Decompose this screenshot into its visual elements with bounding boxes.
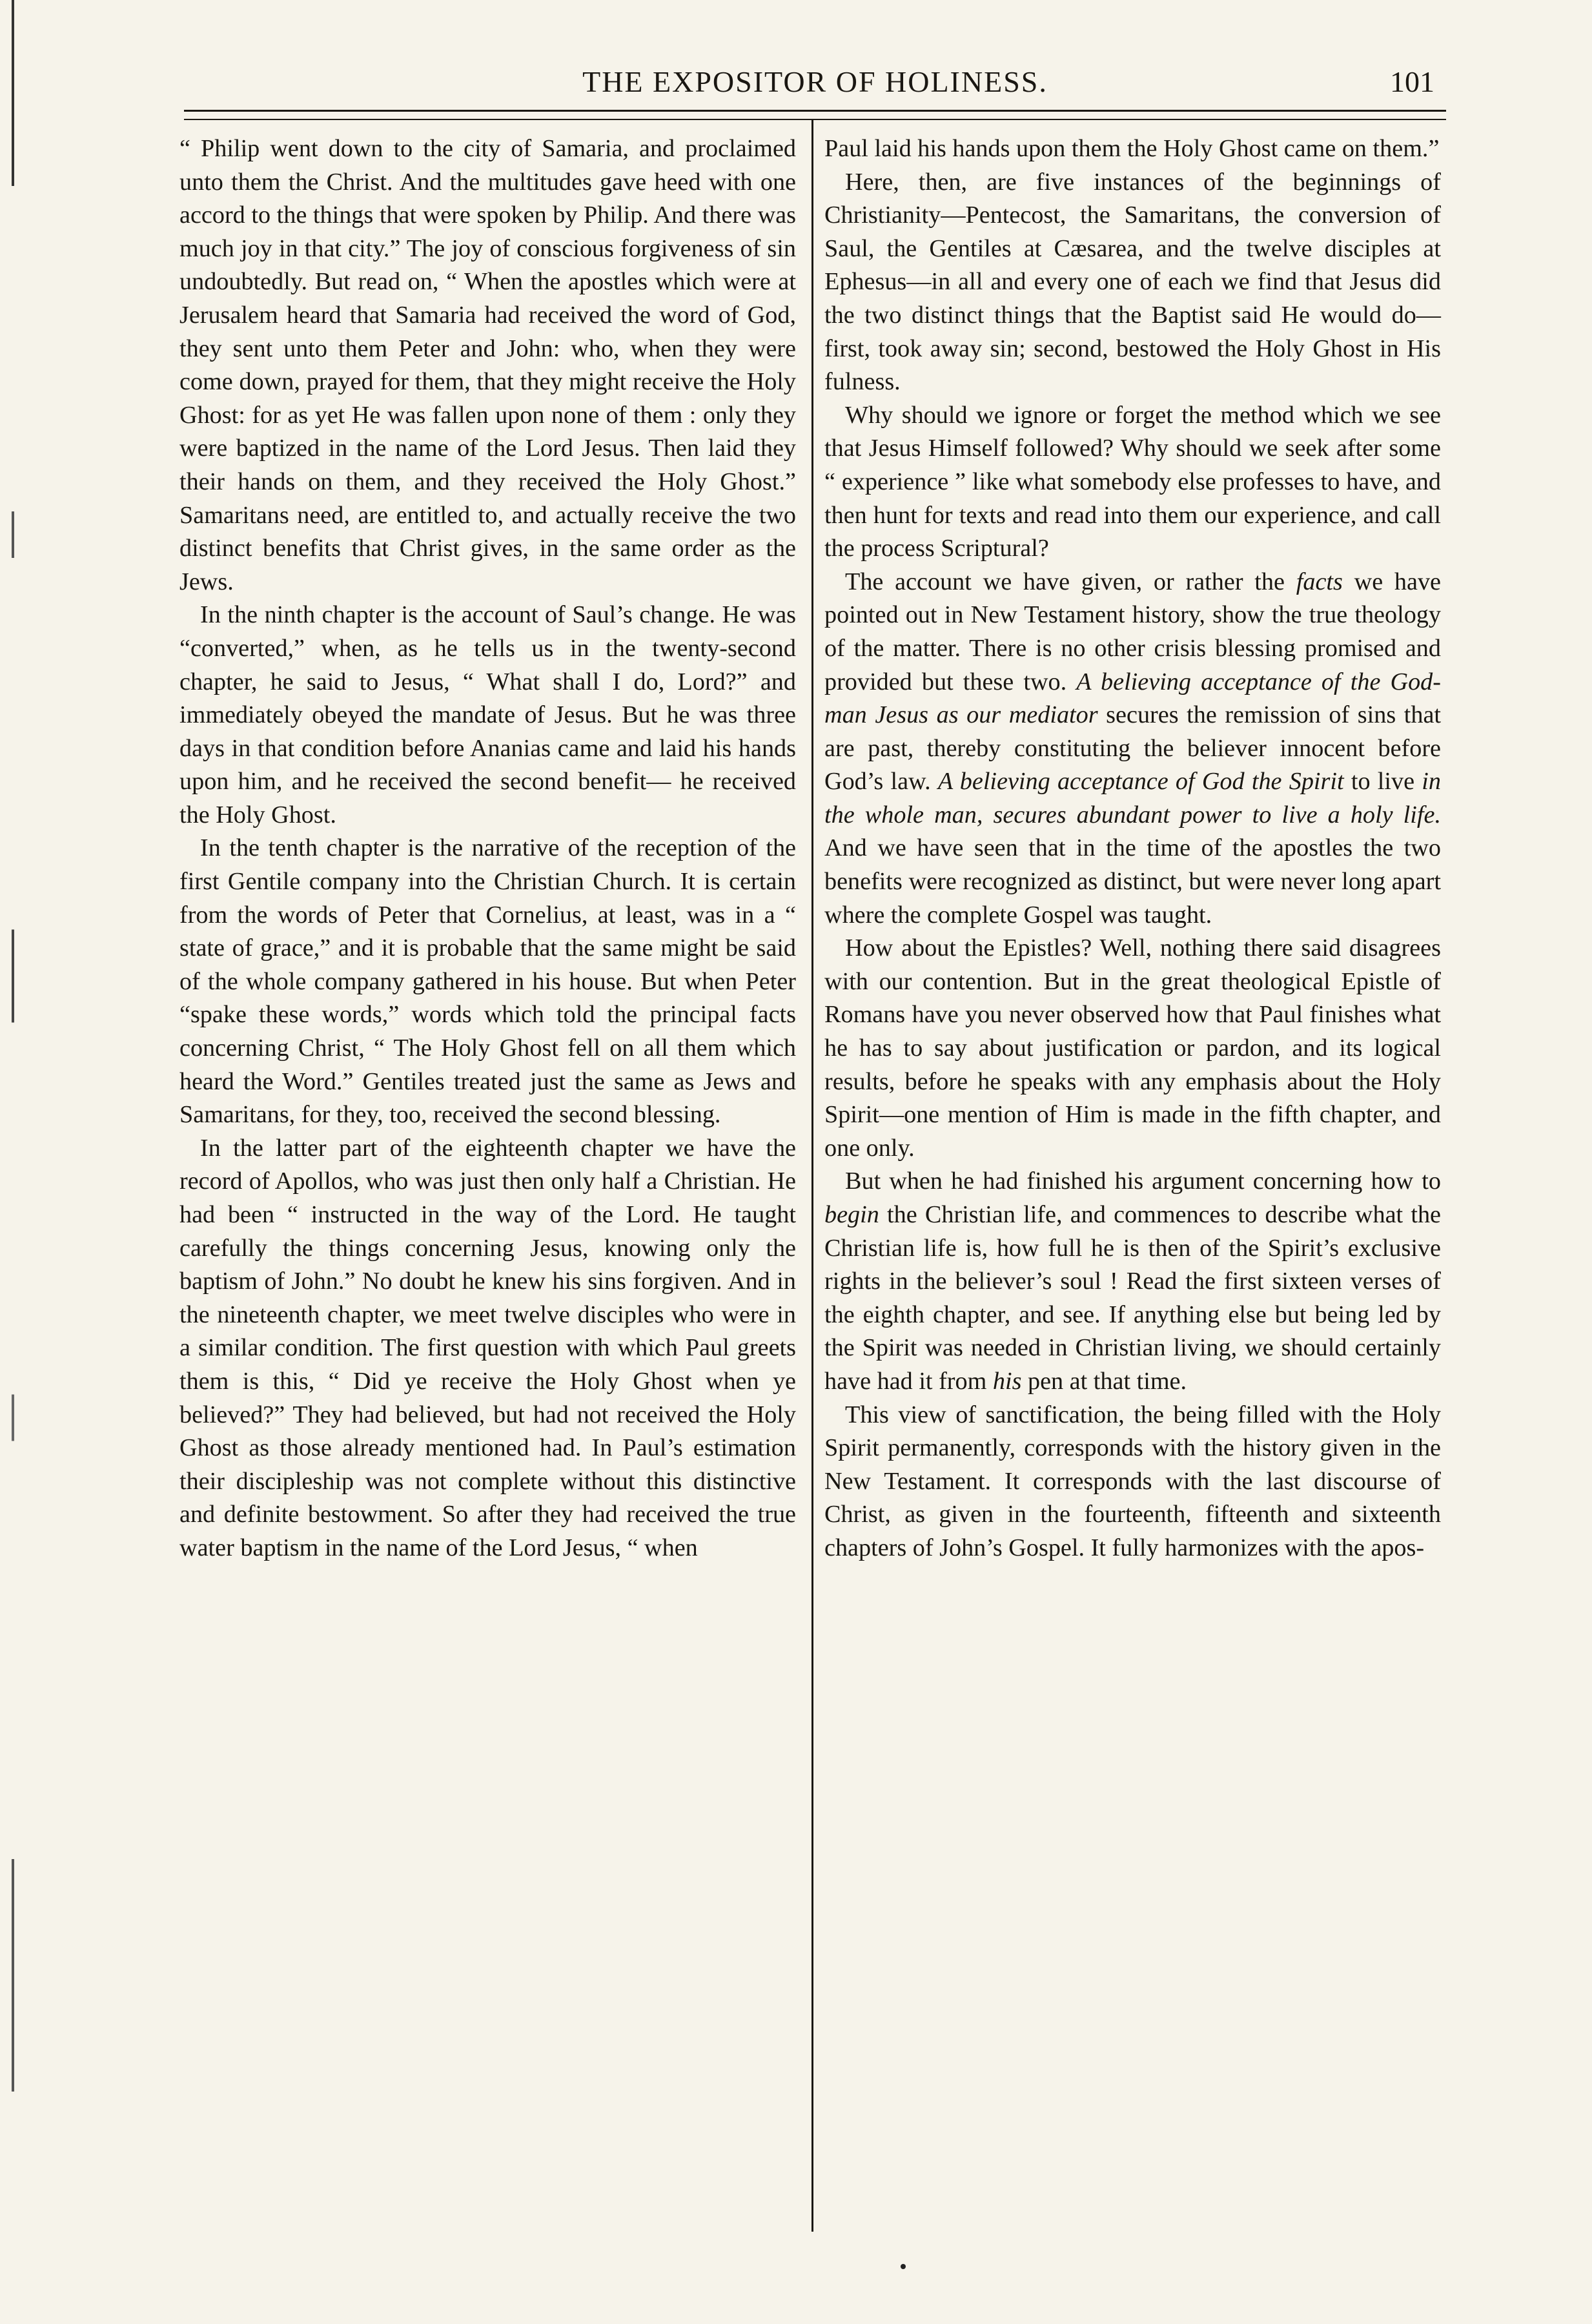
paragraph: Paul laid his hands upon them the Holy Ghost came on them.”: [824, 135, 1440, 162]
right-column: [824, 132, 1441, 1565]
paragraph: Here, then, are five instances of the beginnings of Christianity—Pentecost, the Samaritans, the conversion of Saul, the Gentiles at Cæsarea, and the twelve disciples at Ephesus—in all and every one of each we find that Jesus did the two distinct things that the Baptist said He would do—first, took away sin; second, bestowed the Holy Ghost in His fulness.: [824, 168, 1441, 396]
paragraph: In the tenth chapter is the narrative of the reception of the first Gentile company into the Christian Church. It is certain from the words of Peter that Cornelius, at least, was in a “ state of grace,” and it is probable that the same might be said of the whole company gathered in his house. But when Peter “spake these words,” words which told the principal facts concerning Christ, “ The Holy Ghost fell on all them which heard the Word.” Gentiles treated just the same as Jews and Samaritans, for they, too, received the second blessing.: [179, 834, 796, 1129]
italic-text: his: [992, 1367, 1022, 1395]
text-run: to live: [1343, 768, 1422, 796]
italic-text: in the whole man, secures abundant power to live a holy life.: [824, 768, 1442, 828]
paragraph: [824, 1165, 1441, 1398]
running-header: [184, 65, 1446, 110]
italic-text: A believing acceptance of God the Spirit: [937, 768, 1344, 796]
page-number: 101: [1390, 65, 1434, 98]
page-binding-edge: [12, 0, 14, 2324]
left-column: [179, 132, 796, 1565]
text-run: the Christian life, and commences to describe what the Christian life is, how full he is then of the Spirit’s exclusive rights in the believer’s soul ! Read the first sixteen verses of the eighth chapter, and see. If anything else but being led by the Spirit was needed in Christian living, we should certainly have had it from: [824, 1201, 1441, 1395]
print-speck: [901, 2264, 906, 2269]
paragraph: How about the Epistles? Well, nothing there said disagrees with our contention. But in the great theological Epistle of Romans have you never observed how that Paul finishes what he has to say about justification or pardon, and its logical results, before he speaks with any emphasis about the Holy Spirit—one mention of Him is made in the fifth chapter, and one only.: [824, 934, 1441, 1162]
text-run: But when he had finished his argument concerning how to: [845, 1167, 1441, 1195]
italic-text: begin: [824, 1201, 879, 1228]
paragraph: “ Philip went down to the city of Samaria, and proclaimed unto them the Christ. And the multitudes gave heed with one accord to the things that were spoken by Philip. And there was much joy in that city.” The joy of conscious forgiveness of sin undoubtedly. But read on, “ When the apostles which were at Jerusalem heard that Samaria had received the word of God, they sent unto them Peter and John: who, when they were come down, prayed for them, that they might receive the Holy Ghost: for as yet He was fallen upon none of them : only they were baptized in the name of the Lord Jesus. Then laid they their hands on them, and they received the Holy Ghost.” Samaritans need, are entitled to, and actually receive the two distinct benefits that Christ gives, in the same order as the Jews.: [179, 135, 796, 595]
paragraph: This view of sanctification, the being filled with the Holy Spirit permanently, corresponds with the history given in the New Testament. It corresponds with the last discourse of Christ, as given in the fourteenth, fifteenth and sixteenth chapters of John’s Gospel. It fully harmonizes with the apos-: [824, 1401, 1441, 1561]
header-rule-thin: [184, 119, 1446, 120]
journal-title: THE EXPOSITOR OF HOLINESS.: [582, 65, 1048, 98]
paragraph: In the latter part of the eighteenth chapter we have the record of Apollos, who was just then only half a Christian. He had been “ instructed in the way of the Lord. He taught carefully the things concerning Jesus, knowing only the baptism of John.” No doubt he knew his sins forgiven. And in the nineteenth chapter, we meet twelve disciples who were in a similar condition. The first question with which Paul greets them is this, “ Did ye receive the Holy Ghost when ye believed?” They had believed, but had not received the Holy Ghost as those already mentioned had. In Paul’s estimation their discipleship was not complete without this distinctive and definite bestowment. So after they had received the true water baptism in the name of the Lord Jesus, “ when: [179, 1134, 796, 1561]
italic-text: A believing acceptance of the God-man Jesus as our mediator: [824, 668, 1441, 729]
italic-text: facts: [1296, 568, 1343, 595]
paragraph: Why should we ignore or forget the method which we see that Jesus Himself followed? Why should we seek after some “ experience ” like what somebody else professes to have, and then hunt for texts and read into them our experience, and call the process Scriptural?: [824, 401, 1441, 562]
text-run: And we have seen that in the time of the apostles the two benefits were recognized as distinct, but were never long apart where the complete Gospel was taught.: [824, 834, 1441, 929]
header-rule-thick: [184, 110, 1446, 112]
text-run: we have pointed out in New Testament history, show the true theology of the matter. There is no other crisis blessing promised and provided but these two.: [824, 568, 1442, 695]
paragraph: [824, 566, 1441, 932]
column-divider: [811, 120, 813, 2232]
paragraph: In the ninth chapter is the account of Saul’s change. He was “converted,” when, as he tells us in the twenty-second chapter, he said to Jesus, “ What shall I do, Lord?” and immediately obeyed the mandate of Jesus. But he was three days in that condition before Ananias came and laid his hands upon him, and he received the second benefit— he received the Holy Ghost.: [179, 601, 796, 828]
text-run: pen at that time.: [1021, 1367, 1187, 1395]
text-run: secures the remission of sins that are past, thereby constituting the believer innocent before God’s law.: [824, 701, 1442, 796]
text-run: The account we have given, or rather the: [845, 568, 1296, 595]
